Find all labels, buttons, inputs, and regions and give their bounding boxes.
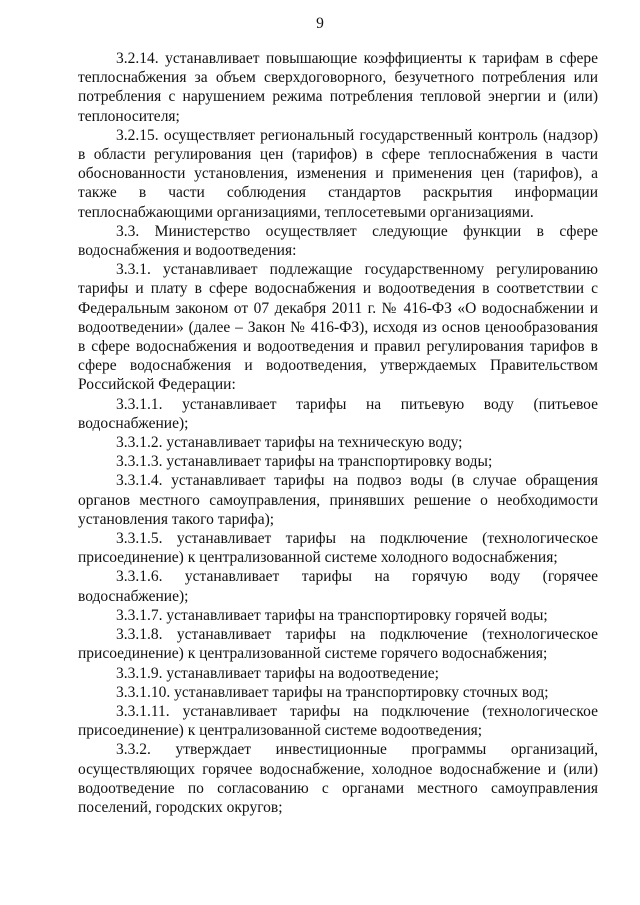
paragraph-3-2-15: 3.2.15. осуществляет региональный государственный контроль (надзор) в области регулирования цен (тарифов) в сфере теплоснабжения в части обоснованности установления, изменения и применения цен (тарифов), а также в части соблюдения стандартов раскрытия информации теплоснабжающими организациями, теплосетевыми организациями. <box>78 126 598 221</box>
paragraph-3-3-1-3: 3.3.1.3. устанавливает тарифы на транспортировку воды; <box>116 453 493 471</box>
paragraph-3-3-1-9: 3.3.1.9. устанавливает тарифы на водоотведение; <box>116 664 439 682</box>
paragraph-3-3-1-1: 3.3.1.1. устанавливает тарифы на питьевую воду (питьевое водоснабжение); <box>78 395 598 432</box>
paragraph-3-3-1-7: 3.3.1.7. устанавливает тарифы на транспортировку горячей воды; <box>116 606 548 624</box>
paragraph-3-3-1: 3.3.1. устанавливает подлежащие государственному регулированию тарифы и плату в сфере водоснабжения и водоотведения в соответствии с Федеральным законом от 07 декабря 2011 г. № 416-ФЗ «О водоснабжении и водоотведении» (далее – Закон № 416-ФЗ), исходя из основ ценообразования в сфере водоснабжения и водоотведения и правил регулирования тарифов в сфере водоснабжения и водоотведения, утверждаемых Правительством Российской Федерации: <box>78 261 598 394</box>
paragraph-3-3-2: 3.3.2. утверждает инвестиционные программы организаций, осуществляющих горячее водоснабжение, холодное водоснабжение и (или) водоотведение по согласованию с органами местного самоуправления поселений, городских округов; <box>78 741 598 816</box>
page-number: 9 <box>316 15 324 32</box>
paragraph-3-3-1-10: 3.3.1.10. устанавливает тарифы на транспортировку сточных вод; <box>116 683 549 701</box>
paragraph-3-3-1-8: 3.3.1.8. устанавливает тарифы на подключение (технологическое присоединение) к централизованной системе горячего водоснабжения; <box>78 626 598 663</box>
paragraph-3-3-1-11: 3.3.1.11. устанавливает тарифы на подключение (технологическое присоединение) к централизованной системе водоотведения; <box>78 702 598 740</box>
paragraph-3-3-1-4: 3.3.1.4. устанавливает тарифы на подвоз воды (в случае обращения органов местного самоуправления, принявших решение о необходимости установления такого тарифа); <box>78 472 598 528</box>
document-body <box>78 49 598 817</box>
paragraph-3-3-1-6: 3.3.1.6. устанавливает тарифы на горячую воду (горячее водоснабжение); <box>78 568 598 605</box>
paragraph-3-2-14: 3.2.14. устанавливает повышающие коэффициенты к тарифам в сфере теплоснабжения за объем сверхдоговорного, безучетного потребления или потребления с нарушением режима потребления тепловой энергии и (или) теплоносителя; <box>78 50 598 125</box>
paragraph-3-3-1-2: 3.3.1.2. устанавливает тарифы на техническую воду; <box>116 434 463 452</box>
paragraph-3-3: 3.3. Министерство осуществляет следующие функции в сфере водоснабжения и водоотведения: <box>78 222 598 260</box>
paragraph-3-3-1-5: 3.3.1.5. устанавливает тарифы на подключение (технологическое присоединение) к централизованной системе холодного водоснабжения; <box>78 530 598 567</box>
